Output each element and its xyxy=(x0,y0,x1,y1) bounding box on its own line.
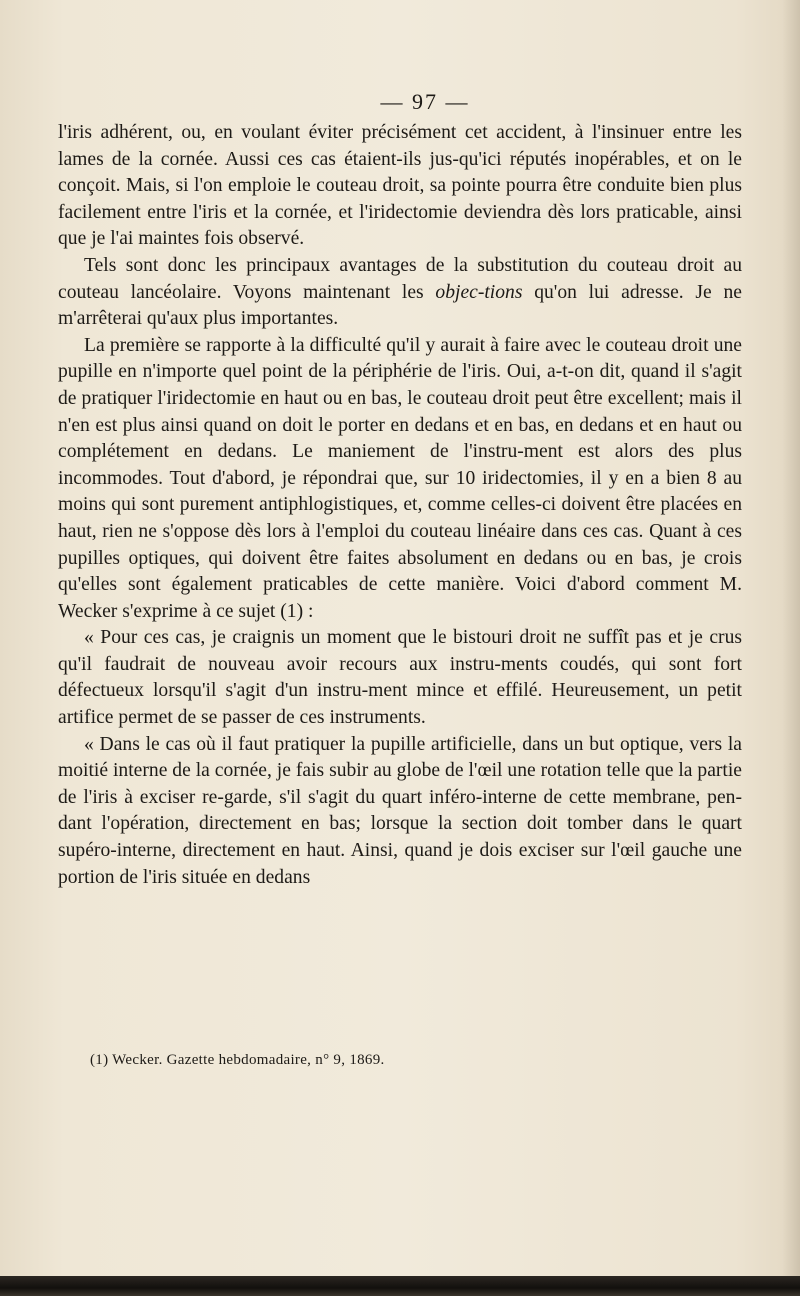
paragraph-5-quote: « Dans le cas où il faut pratiquer la pupille artificielle, dans un but optique, vers la moitié interne de la cornée, je fais subir au globe de l'œil une rotation telle que la partie de l'iris à exciser re-garde, s'il s'agit du quart inféro-interne de cette membrane, pen-dant l'opération, directement en bas; lorsque la section doit tomber dans le quart supéro-interne, directement en haut. Ainsi, quand je dois exciser sur l'œil gauche une portion de l'iris située en dedans xyxy=(58,733,742,888)
paragraph-2-end: qu'on lui adresse. Je ne m'arrêterai qu'aux plus importantes. xyxy=(58,281,742,330)
page-edge-shadow xyxy=(782,0,800,1296)
paragraph-2 xyxy=(58,253,742,333)
objections-italic: objec-tions xyxy=(435,281,523,303)
paragraph-4-quote: « Pour ces cas, je craignis un moment que le bistouri droit ne suffît pas et je crus qu'il faudrait de nouveau avoir recours aux instru-ments coudés, qui sont fort défectueux lorsqu'il s'agit d'un instru-ment mince et effilé. Heureusement, un petit artifice permet de se passer de ces instruments. xyxy=(58,627,742,729)
body-text xyxy=(58,120,742,891)
paragraph-3: La première se rapporte à la difficulté qu'il y aurait à faire avec le couteau droit une pupille en n'importe quel point de la périphérie de l'iris. Oui, a-t-on dit, quand il s'agit de pratiquer l'iridectomie en haut ou en bas, le couteau droit peut être excellent; mais il n'en est plus ainsi quand on doit le porter en dedans et en bas, en dedans et en haut ou complétement en dedans. Le maniement de l'instru-ment est alors des plus incommodes. Tout d'abord, je répondrai que, sur 10 iridectomies, il y en a bien 8 au moins qui sont purement antiphlogistiques, et, comme celles-ci doivent être placées en haut, rien ne s'oppose dès lors à l'emploi du couteau linéaire dans ces cas. Quant à ces pupilles optiques, qui doivent être faites absolument en dedans ou en bas, je crois qu'elles sont également praticables de cette manière. Voici d'abord comment M. Wecker s'exprime à ce sujet (1) : xyxy=(58,334,742,622)
paragraph-1: l'iris adhérent, ou, en voulant éviter précisément cet accident, à l'insinuer entre les lames de la cornée. Aussi ces cas étaient-ils jus-qu'ici réputés inopérables, et on le conçoit. Mais, si l'on emploie le couteau droit, sa pointe pourra être conduite bien plus facilement entre l'iris et la cornée, et l'iridectomie deviendra dès lors praticable, ainsi que je l'ai maintes fois observé. xyxy=(58,122,742,250)
paragraph-2-start: Tels sont donc les principaux avantages de la substitution du couteau droit au couteau lancéolaire. Voyons maintenant les xyxy=(58,254,742,303)
page-number: — 97 — xyxy=(380,89,470,114)
footnote: (1) Wecker. Gazette hebdomadaire, n° 9, 1869. xyxy=(90,1052,385,1068)
scan-bottom-border xyxy=(0,1276,800,1296)
